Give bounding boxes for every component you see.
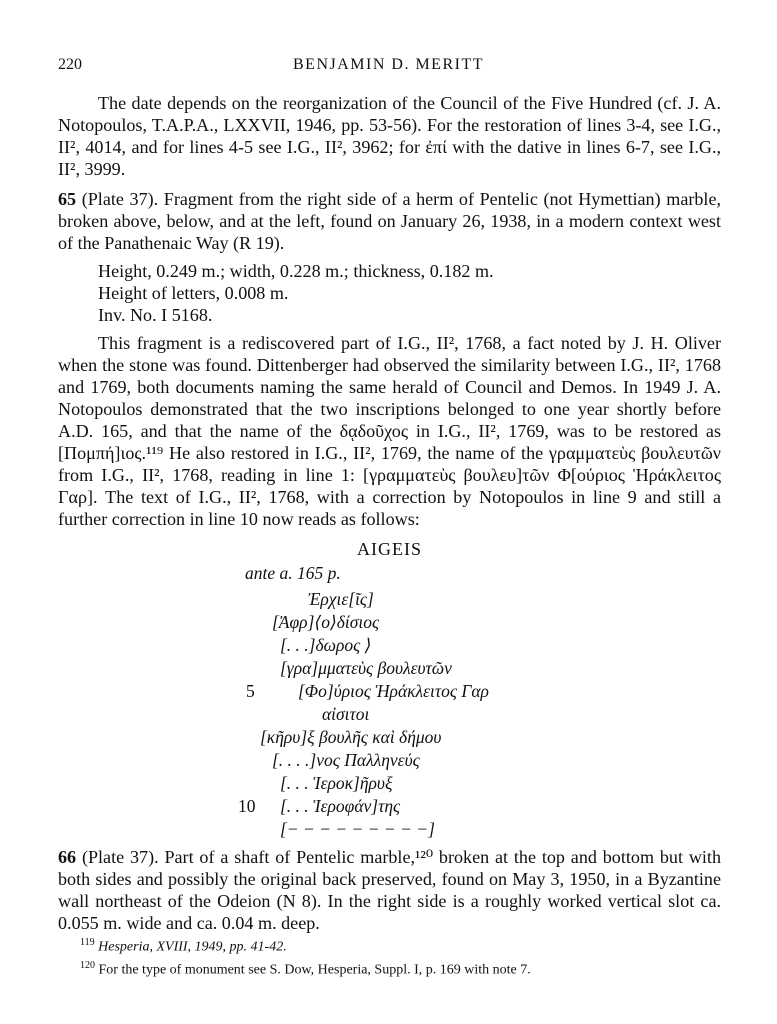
running-head: BENJAMIN D. MERITT [293,56,484,73]
measurement-inventory: Inv. No. I 5168. [98,305,213,325]
inscription-line: [− − − − − − − − −] [280,819,435,839]
measurements [98,260,721,326]
entry-66-description [58,846,721,934]
footnote-text: For the type of monument see S. Dow, Hesperia, Suppl. I, p. 169 with note 7. [98,962,531,978]
entry-text: (Plate 37). Part of a shaft of Pentelic marble,¹²⁰ broken at the top and bottom but with both sides and possibly the original back preserved, found on May 3, 1950, in a Byzantine wall northeast of the Odeion (N 8). In the right side is a roughly worked vertical slot ca. 0.055 m. wide and ca. 0.04 m. deep. [58,847,721,933]
footnote-120 [80,957,719,980]
inscription-title: AIGEIS [357,539,422,559]
footnote-119 [80,934,719,957]
paragraph-date-discussion: The date depends on the reorganization of the Council of the Five Hundred (cf. J. A. Notopoulos, T.A.P.A., LXXVII, 1946, pp. 53-56). For the restoration of lines 3-4, see I.G., II², 4014, and for lines 4-5 see I.G., II², 3962; for ἐπί with the dative in lines 6-7, see I.G., II², 3999. [58,93,721,179]
footnote-text: Hesperia, XVIII, 1949, pp. 41-42. [98,939,287,955]
footnote-mark: 119 [80,937,95,948]
footnotes [80,934,719,979]
page-header [58,56,719,78]
inscription-line: [. . . Ἱεροκ]ῆρυξ [280,773,393,793]
measurement-letter-height: Height of letters, 0.008 m. [98,283,289,303]
inscription-line: 10 [. . . Ἱεροφάν]της [238,796,401,816]
paragraph-discussion: This fragment is a rediscovered part of I.G., II², 1768, a fact noted by J. H. Oliver when the stone was found. Dittenberger had observed the similarity between I.G., II², 1768 and 1769, both documents naming the same herald of Council and Demos. In 1949 J. A. Notopoulos demonstrated that the two inscriptions belonged to one year shortly before A.D. 165, and that the name of the δᾳδοῦχος in I.G., II², 1769, was to be restored as [Πομπή]ιος.¹¹⁹ He also restored in I.G., II², 1769, the name of the γραμματεὺς βουλευτῶν from I.G., II², 1768, reading in line 1: [γραμματεὺς βουλευ]τῶν Φ[ούριος Ἡράκλειτος Γαρ]. The text of I.G., II², 1768, with a correction by Notopoulos in line 9 and still a further correction in line 10 now reads as follows: [58,333,721,529]
entry-text: (Plate 37). Fragment from the right side of a herm of Pentelic (not Hymettian) marble, broken above, below, and at the left, found on January 26, 1938, in a modern context west of the Panathenaic Way (R 19). [58,189,722,253]
page-number: 220 [58,56,82,73]
entry-number: 65 [58,189,77,209]
inscription-line: [γρα]μματεὺς βουλευτῶν [280,658,452,678]
inscription-line: [. . .]δωρος ⟩ [280,635,372,655]
measurement-dimensions: Height, 0.249 m.; width, 0.228 m.; thickness, 0.182 m. [98,261,494,281]
inscription-line: Ἐρχιε[ῖς] [308,589,374,609]
inscription-line: [κῆρυ]ξ βουλῆς καὶ δήμου [260,727,442,747]
inscription-line: [. . . .]νος Παλληνεύς [272,750,420,770]
entry-number: 66 [58,847,77,867]
footnote-mark: 120 [80,959,95,971]
inscription-text [58,538,721,840]
inscription-line: [Ἀφρ]⟨ο⟩δίσιος [272,612,380,632]
entry-65-description [58,188,721,254]
main-text [58,92,721,934]
inscription-line: 5 [Φο]ύριος Ἡράκλειτος Γαρ [246,681,489,701]
inscription-line: αἰσιτοι [322,704,370,724]
inscription-date: ante a. 165 p. [245,563,341,583]
